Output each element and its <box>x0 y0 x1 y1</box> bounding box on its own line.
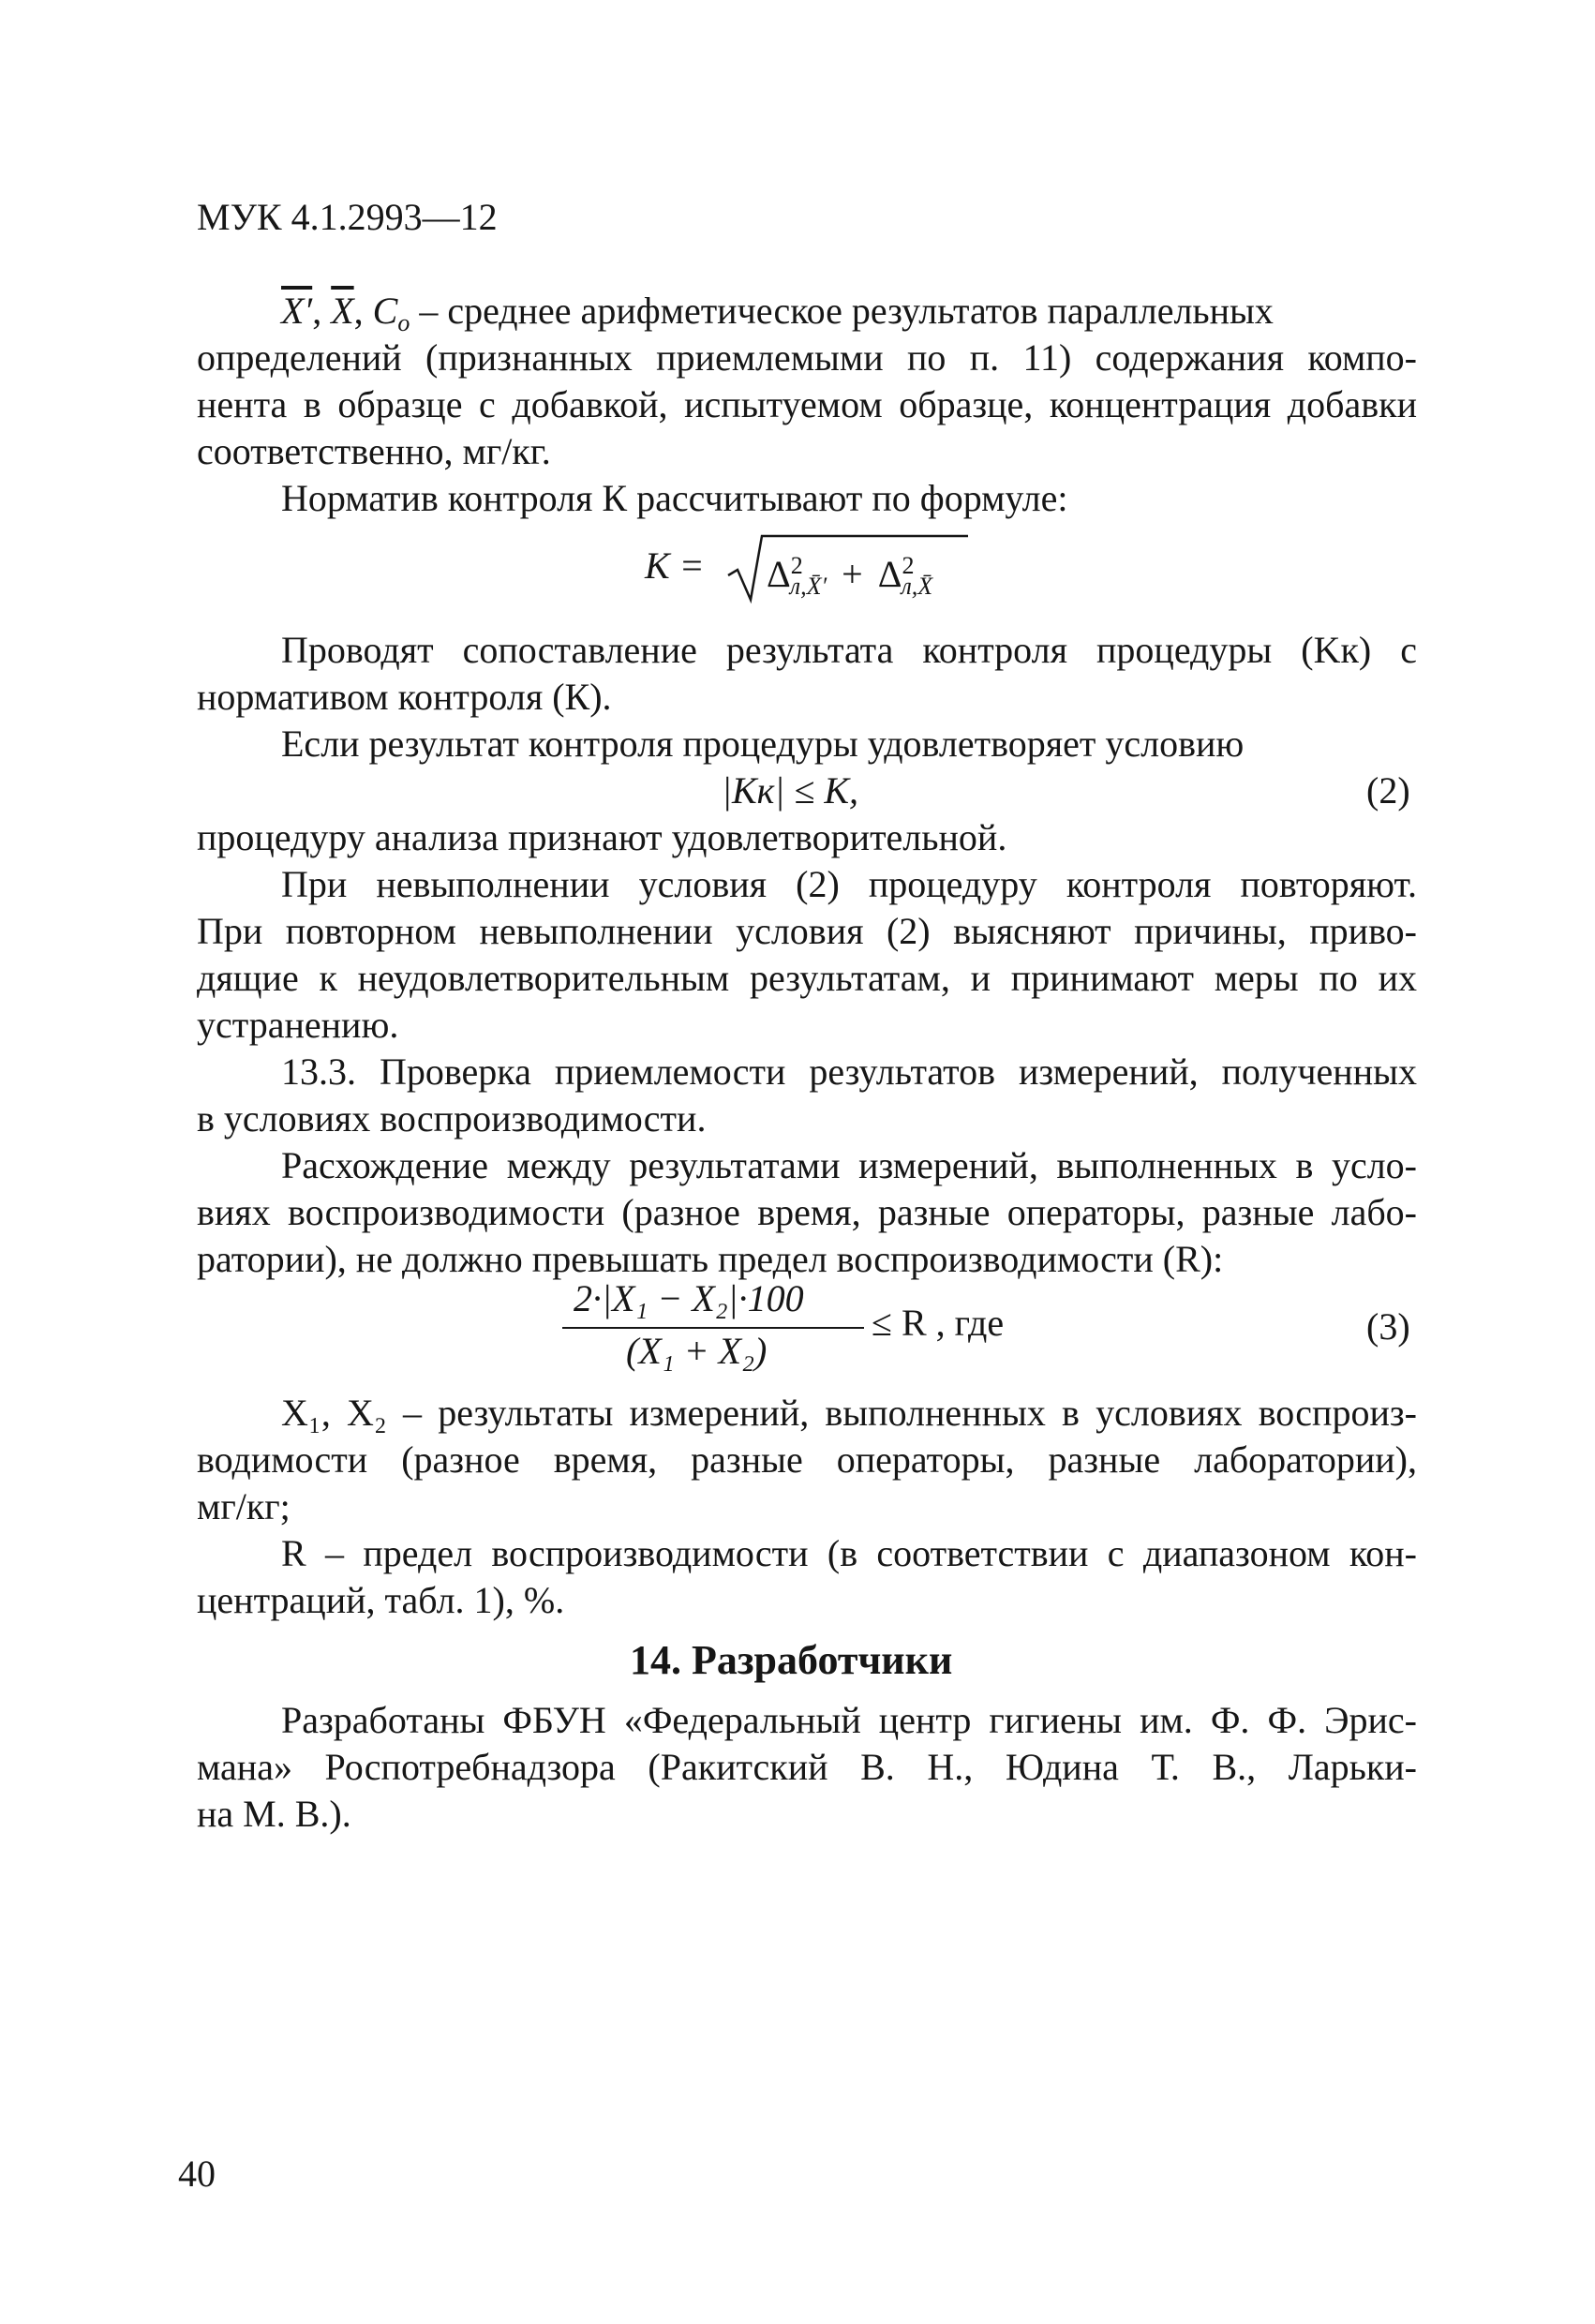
x-prime-symbol: X′ <box>281 290 313 332</box>
delta-1-subscript: л,X̄′ <box>789 573 827 600</box>
formula-3-fraction <box>562 1274 881 1378</box>
k-formula <box>645 544 705 588</box>
delta-2: Δ <box>877 553 902 595</box>
equation-number-2: (2) <box>1366 769 1410 812</box>
page-number: 40 <box>178 2153 216 2195</box>
definition-x-line-1: X₁, X₂ – результаты измерений, выполненных в условиях воспроиз- <box>281 1392 1417 1434</box>
section-14-heading: 14. Разработчики <box>630 1637 953 1683</box>
section-13-3-line-2: в условиях воспроизводимости. <box>197 1097 707 1140</box>
delta-2-subscript: л,X̄ <box>901 573 933 600</box>
c-symbol: $C_о$ <box>372 290 410 336</box>
formula-3-denominator: (X₁ + X₂) <box>626 1330 768 1372</box>
section-14-line-2: мана» Роспотребнадзора (Ракитский В. Н., Юдина Т. В., Ларьки- <box>197 1746 1417 1788</box>
definition-r-line-2: центраций, табл. 1), %. <box>197 1579 565 1621</box>
plus-sign: + <box>842 553 863 595</box>
section-14-line-1: Разработаны ФБУН «Федеральный центр гигиены им. Ф. Ф. Эрис- <box>281 1699 1417 1741</box>
repeat-line-1: При невыполнении условия (2) процедуру контроля повторяют. <box>281 863 1417 905</box>
condition-line-2: процедуру анализа признают удовлетворительной. <box>197 816 1007 858</box>
formula-3-numerator: 2·|X₁ − X₂|·100 <box>574 1277 804 1319</box>
k-formula-intro: Норматив контроля К рассчитывают по формуле: <box>281 477 1068 519</box>
repeat-line-4: устранению. <box>197 1004 399 1046</box>
notation-line-3: нента в образце с добавкой, испытуемом образце, концентрация добавки <box>197 383 1417 425</box>
delta-1: Δ <box>767 553 791 595</box>
comparison-line-2: нормативом контроля (К). <box>197 676 612 718</box>
definition-x-line-3: мг/кг; <box>197 1485 291 1527</box>
document-code: МУК 4.1.2993—12 <box>197 196 498 238</box>
k-formula-lhs: K = <box>645 544 705 587</box>
reproducibility-line-2: виях воспроизводимости (разное время, разные операторы, разные лабо- <box>197 1191 1417 1233</box>
repeat-line-3: дящие к неудовлетворительным результатам, и принимают меры по их <box>197 957 1417 999</box>
k-formula-radicand: $\Delta^2_{л,X̄'} + \Delta^2_{л,X̄}$ <box>767 552 933 600</box>
notation-line-2: определений (признанных приемлемыми по п. 11) содержания компо- <box>197 336 1417 379</box>
section-14-line-3: на М. В.). <box>197 1793 351 1835</box>
reproducibility-line-3: ратории), не должно превышать предел воспроизводимости (R): <box>197 1238 1224 1280</box>
notation-line-1: X′, $\overline{X}$, $C_о$ – среднее арифметическое результатов параллельных <box>281 290 1274 336</box>
definition-x-line-2: водимости (разное время, разные операторы, разные лаборатории), <box>197 1438 1417 1481</box>
x-mean-symbol: $\overline{X}$ <box>331 290 354 332</box>
reproducibility-line-1: Расхождение между результатами измерений, выполненных в усло- <box>281 1144 1417 1186</box>
comparison-line-1: Проводят сопоставление результата контроля процедуры (Kк) с <box>281 629 1417 671</box>
section-13-3-line-1: 13.3. Проверка приемлемости результатов измерений, полученных <box>281 1050 1417 1093</box>
equation-number-3: (3) <box>1366 1305 1410 1348</box>
condition-line-1: Если результат контроля процедуры удовлетворяет условию <box>281 723 1245 765</box>
formula-3-rhs: ≤ R , где <box>872 1302 1005 1344</box>
notation-line-4: соответственно, мг/кг. <box>197 430 551 472</box>
condition-formula: |Kк| ≤ K, <box>722 769 859 812</box>
notation-text: – среднее арифметическое результатов параллельных <box>410 290 1274 332</box>
definition-r-line-1: R – предел воспроизводимости (в соответствии с диапазоном кон- <box>281 1532 1417 1574</box>
repeat-line-2: При повторном невыполнении условия (2) выясняют причины, приво- <box>197 910 1417 952</box>
